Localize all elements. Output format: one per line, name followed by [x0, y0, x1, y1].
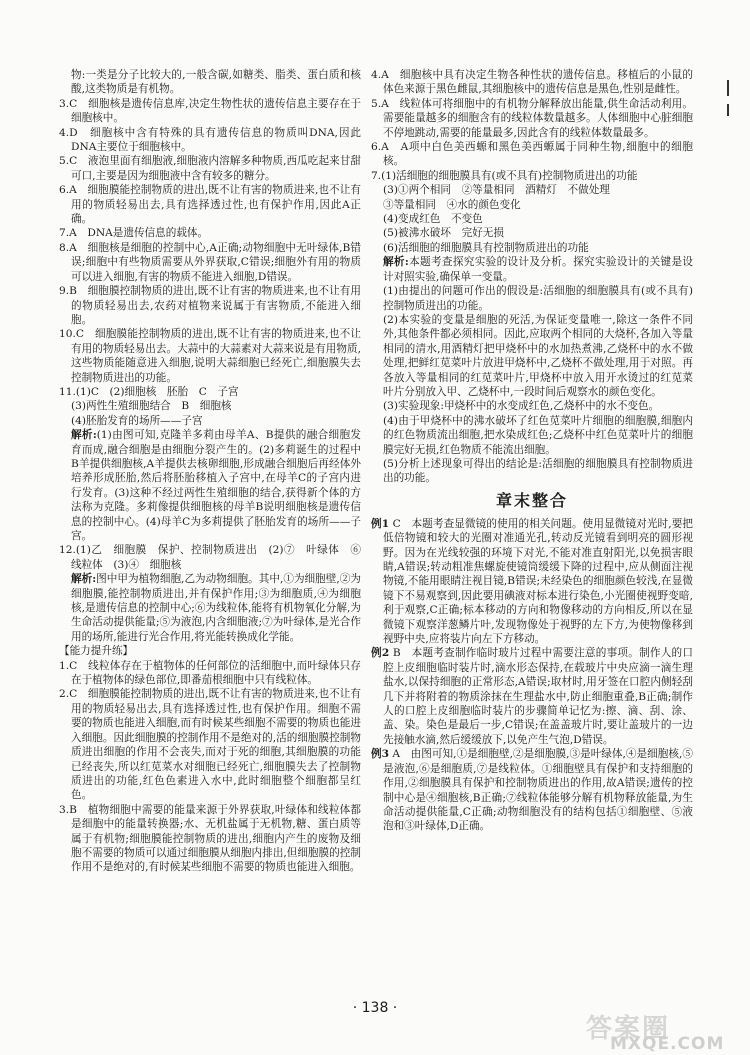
item-text: (6)活细胞的细胞膜具有控制物质进出的功能 — [383, 241, 589, 254]
answer-item — [59, 284, 361, 327]
item-text: 11.(1)C (2)细胞核 胚胎 C 子宫 — [59, 385, 239, 398]
answer-subline — [371, 226, 693, 240]
item-text: 4.D 细胞核中含有特殊的具有遗传信息的物质叫DNA,因此DNA主要位于细胞核中。 — [59, 126, 361, 154]
answer-item — [371, 68, 693, 97]
answer-subline — [371, 198, 693, 212]
item-text: (4)胚胎发育的场所——子宫 — [71, 414, 203, 427]
item-text: 物:一类是分子比较大的,一般含碳,如糖类、脂类、蛋白质和核酸,这类物质是有机物。 — [71, 69, 361, 96]
left-column — [59, 68, 372, 875]
item-text: 本题考查探究实验的设计及分析。探究实验设计的关键是设计对照实验,确保单一变量。 — [383, 256, 693, 283]
answer-subline — [371, 241, 693, 255]
item-text: (3)①两个相同 ②等量相同 酒精灯 不做处理 — [383, 184, 610, 197]
item-text: (4)变成红色 不变色 — [383, 213, 483, 226]
answer-subline — [371, 399, 693, 413]
item-text: 【能力提升练】 — [59, 645, 134, 658]
answer-item — [59, 327, 361, 385]
item-label: 解析: — [383, 256, 409, 269]
answer-item — [59, 659, 361, 688]
item-text: (4)由于甲烧杯中的沸水破坏了红色苋菜叶片细胞的细胞膜,细胞内的红色物质流出细胞,把水染成红色;乙烧杯中红色苋菜叶片的细胞膜完好无损,红色物质不能流出细胞。 — [383, 414, 693, 456]
answer-item — [371, 517, 693, 647]
answer-subline — [59, 414, 361, 428]
item-text: 5.C 液泡里面有细胞液,细胞液内溶解多种物质,西瓜吃起来甘甜可口,主要是因为细胞液中含有较多的糖分。 — [59, 155, 361, 182]
item-text: (2)本实验的变量是细胞的死活,为保证变量唯一,除这一条件不同外,其他条件都必须相同。因此,应取两个相同的大烧杯,各加入等量相同的清水,用酒精灯把甲烧杯中的水加热煮沸,乙烧杯中的水不做处理,把鲜红苋菜叶片放进甲烧杯中,乙烧杯不做处理,用于对照。再各放入等量相同的红苋菜叶片,甲烧杯中放入用开水烫过的红苋菜叶片分别放入甲、乙烧杯中,一段时间后观察水的颜色变化。 — [383, 313, 693, 398]
answer-subline — [371, 414, 693, 457]
item-text: (3)实验现象:甲烧杯中的水变成红色,乙烧杯中的水不变色。 — [383, 400, 660, 413]
answer-item — [59, 226, 361, 240]
answer-item — [59, 154, 361, 183]
answer-item — [371, 97, 693, 140]
item-text: (3)两性生殖细胞结合 B 细胞核 — [71, 400, 232, 413]
answer-item — [59, 241, 361, 284]
answer-subline — [59, 68, 361, 97]
answer-subline — [59, 572, 361, 644]
right-column-answers — [371, 68, 693, 486]
item-text: 1.C 线粒体存在于植物体的任何部位的活细胞中,而叶绿体只存在于植物体的绿色部位,即番茄根细胞中只有线粒体。 — [59, 659, 361, 687]
answer-item — [371, 747, 693, 833]
answer-subline — [371, 457, 693, 486]
answer-subline — [59, 399, 361, 413]
page-number: · 138 · — [352, 1000, 398, 1016]
item-text: 10.C 细胞膜能控制物质的进出,既不让有害的物质进来,也不让有用的物质轻易出去。大蒜中的大蒜素对大蒜来说是有用物质,这些物质能随意进入细胞,说明大蒜细胞已经死亡,细胞膜失去控制物质进出的功能。 — [59, 328, 361, 384]
item-text: (1)由图可知,克隆羊多莉由母羊A、B提供的融合细胞发育而成,融合细胞是由细胞分裂产生的。(2)多莉诞生的过程中B羊提供细胞核,A羊提供去核卵细胞,形成融合细胞后再经体外培养形成胚胎,然后将胚胎移植入子宫中,在母羊C的子宫内进行发育。(3)这种不经过两性生殖细胞的结合,获得新个体的方法称为克隆。多莉像提供细胞核的母羊B说明细胞核是遗传信息的控制中心。(4)母羊C为多莉提供了胚胎发育的场所——子宫。 — [71, 429, 361, 542]
item-text: ③等量相同 ④水的颜色变化 — [383, 198, 521, 211]
answer-item — [59, 183, 361, 226]
watermark-bottom: MXQE.COM — [610, 1034, 725, 1054]
item-text: 7.A DNA是遗传信息的载体。 — [59, 227, 209, 240]
item-text: B 本题考查制作临时玻片过程中需要注意的事项。制作人的口腔上皮细胞临时装片时,滴水形态保持,在载玻片中央应滴一滴生理盐水,以保持细胞的正常形态,A错误;取材时,用牙签在口腔内侧轻刮几下并将附着的物质涂抹在生理盐水中,防止细胞重叠,B正确;制作人的口腔上皮细胞临时装片的步骤简单记忆为:擦、滴、刮、涂、盖、染。染色是最后一步,C错误;在盖盖玻片时,要让盖玻片的一边先接触水滴,然后缓缓放下,以免产生气泡,D错误。 — [383, 647, 693, 746]
answer-item — [371, 646, 693, 747]
answer-subline — [371, 255, 693, 284]
item-text: 2.C 细胞膜能控制物质的进出,既不让有害的物质进来,也不让有用的物质轻易出去,具有选择透过性,也有保护作用。细胞不需要的物质也能进入细胞,而有时候某些细胞不需要的物质也能进入细胞。因此细胞膜的控制作用不是绝对的,活的细胞膜控制物质进出细胞的作用不会丧失,而对于死的细胞,其细胞膜的功能已经丧失,所以红苋菜水对细胞已经死亡,细胞膜失去了控制物质进出的功能,红色色素进入水中,此时细胞整个细胞都呈红色。 — [59, 688, 361, 802]
margin-marks — [727, 80, 729, 124]
answer-item — [59, 385, 361, 399]
item-text: 3.B 植物细胞中需要的能量来源于外界获取,叶绿体和线粒体都是细胞中的能量转换器;水、无机盐属于无机物,糖、蛋白质等属于有机物;细胞膜能控制物质的进出,细胞内产生的废物及细胞不需要的物质可以通过细胞膜从细胞内排出,但细胞膜的控制作用不是绝对的,有时候某些细胞不需要的物质也能进入细胞。 — [59, 803, 361, 874]
answer-item — [371, 169, 693, 183]
item-label: 例1 — [371, 517, 390, 530]
item-label: 解析: — [71, 429, 97, 442]
answer-subline — [371, 212, 693, 226]
answer-subline — [371, 313, 693, 399]
watermark-logo — [586, 1008, 740, 1052]
item-text: (1)由提出的问题可作出的假设是:活细胞的细胞膜具有(或不具有)控制物质进出的功能。 — [383, 285, 693, 312]
item-text: C 本题考查显微镜的使用的相关问题。使用显微镜对光时,要把低倍物镜和较大的光圈对准通光孔,转动反光镜看到明亮的圆形视野。因为在光线较强的环境下对光,不能对准直射阳光,以免损害眼睛,A错误;转动粗准焦螺旋使镜筒缓缓下降的过程中,应从侧面注视物镜,不能用眼睛注视目镜,B错误;未经染色的细胞颜色较浅,在显微镜下不易观察到,因此要用碘液对标本进行染色,小光圈使视野变暗,利于观察,C正确;标本移动的方向和物像移动的方向相反,所以在显微镜下观察洋葱鳞片叶,发现物像处于视野的左下方,为使物像移到视野中央,应将装片向左下方移动。 — [383, 517, 693, 646]
item-text: 5.A 线粒体可将细胞中的有机物分解释放出能量,供生命活动利用。需要能量越多的细胞含有的线粒体数量越多。人体细胞中心脏细胞不停地跳动,需要的能量最多,因此含有的线粒体数量最多。 — [371, 97, 693, 139]
answer-item — [59, 126, 361, 155]
watermark-top: 答案圈 — [586, 1014, 671, 1044]
item-text: (5)被沸水破坏 完好无损 — [383, 227, 504, 240]
item-text: 3.C 细胞核是遗传信息库,决定生物性状的遗传信息主要存在于细胞核中。 — [59, 97, 361, 125]
item-label: 例3 — [371, 748, 389, 761]
item-text: 12.(1)乙 细胞膜 保护、控制物质进出 (2)⑦ 叶绿体 ⑥ 线粒体 (3)④ 细胞核 — [59, 544, 372, 571]
item-text: 7.(1)活细胞的细胞膜具有(或不具有)控制物质进出的功能 — [371, 169, 638, 182]
item-label: 例2 — [371, 647, 390, 660]
item-text: 6.A A项中白色美西螈和黑色美西螈属于同种生物,细胞中的细胞核。 — [371, 141, 693, 168]
section-label — [59, 644, 361, 658]
answer-item — [59, 687, 361, 802]
right-column-examples — [371, 517, 693, 834]
right-column — [371, 68, 693, 834]
answer-item — [371, 140, 693, 169]
item-text: (5)分析上述现象可得出的结论是:活细胞的细胞膜具有控制物质进出的功能。 — [383, 457, 693, 485]
item-text: 6.A 细胞膜能控制物质的进出,既不让有害的物质进来,也不让有用的物质轻易出去,具有选择透过性,也有保护作用,因此A正确。 — [59, 184, 361, 226]
answer-item — [59, 803, 361, 875]
item-text: 9.B 细胞膜控制物质的进出,既不让有害的物质进来,也不让有用的物质轻易出去,农药对植物来说属于有害物质,不能进入细胞。 — [59, 285, 361, 326]
item-text: A 由图可知,①是细胞壁,②是细胞膜,③是叶绿体,④是细胞核,⑤是液泡,⑥是细胞质,⑦是线粒体。①细胞壁具有保护和支持细胞的作用,②细胞膜具有保护和控制物质进出的作用,故A错误;遗传的控制中心是④细胞核,B正确;⑦线粒体能够分解有机物释放能量,为生命活动提供能量,C正确;动物细胞没有的结构包括①细胞壁、⑤液泡和③叶绿体,D正确。 — [383, 748, 693, 833]
item-text: 4.A 细胞核中具有决定生物各种性状的遗传信息。移植后的小鼠的体色来源于黑色雌鼠,其细胞核中的遗传信息是黑色,性别是雌性。 — [371, 69, 693, 96]
answer-subline — [59, 428, 361, 543]
item-text: 8.A 细胞核是细胞的控制中心,A正确;动物细胞中无叶绿体,B错误;细胞中有些物质需要从外界获取,C错误;细胞外有用的物质可以进入细胞,有害的物质不能进入细胞,D错误。 — [59, 241, 361, 283]
section-title: 章末整合 — [495, 490, 568, 510]
answer-item — [59, 97, 361, 126]
item-label: 解析: — [71, 573, 97, 586]
answer-subline — [371, 284, 693, 313]
answer-item — [59, 543, 372, 572]
item-text: 图中甲为植物细胞,乙为动物细胞。其中,①为细胞壁,②为细胞膜,能控制物质进出,并有保护作用;③为细胞质,④为细胞核,是遗传信息的控制中心;⑥为线粒体,能将有机物氧化分解,为生命活动提供能量;⑤为液泡,内含细胞液;⑦为叶绿体,是光合作用的场所,能进行光合作用,将光能转换成化学能。 — [71, 573, 361, 643]
answer-subline — [371, 183, 693, 197]
